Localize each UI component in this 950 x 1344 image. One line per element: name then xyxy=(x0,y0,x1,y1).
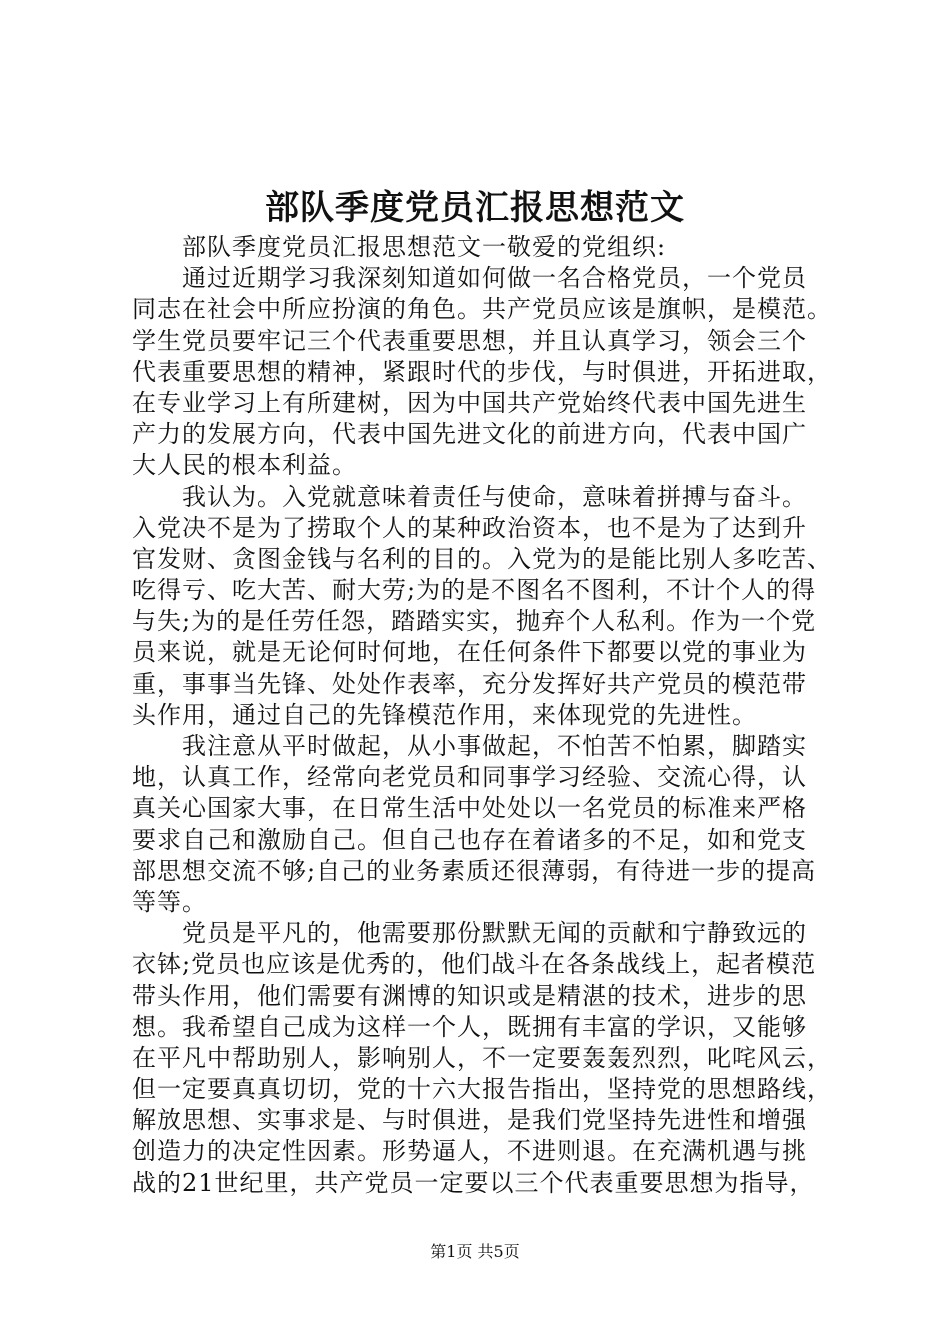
text-line: 重，事事当先锋、处处作表率，充分发挥好共产党员的模范带 xyxy=(132,669,807,698)
text-line: 官发财、贪图金钱与名利的目的。入党为的是能比别人多吃苦、 xyxy=(132,544,832,573)
text-line: 带头作用，他们需要有渊博的知识或是精湛的技术，进步的思 xyxy=(132,981,807,1010)
text-line: 在平凡中帮助别人，影响别人，不一定要轰轰烈烈，叱咤风云， xyxy=(132,1043,832,1072)
text-line: 地，认真工作，经常向老党员和同事学习经验、交流心得，认 xyxy=(132,763,807,792)
text-line: 要求自己和激励自己。但自己也存在着诸多的不足，如和党支 xyxy=(132,825,807,854)
document-title: 部队季度党员汇报思想范文 xyxy=(265,188,685,228)
text-line: 但一定要真真切切，党的十六大报告指出，坚持党的思想路线， xyxy=(132,1075,832,1104)
text-line: 代表重要思想的精神，紧跟时代的步伐，与时俱进，开拓进取， xyxy=(132,357,832,386)
text-line: 学生党员要牢记三个代表重要思想，并且认真学习，领会三个 xyxy=(132,326,807,355)
text-line: 员来说，就是无论何时何地，在任何条件下都要以党的事业为 xyxy=(132,638,807,667)
text-line: 头作用，通过自己的先锋模范作用，来体现党的先进性。 xyxy=(132,700,757,729)
text-line: 战的21世纪里，共产党员一定要以三个代表重要思想为指导， xyxy=(132,1168,815,1197)
text-line: 同志在社会中所应扮演的角色。共产党员应该是旗帜，是模范。 xyxy=(132,295,832,324)
text-line: 我注意从平时做起，从小事做起，不怕苦不怕累，脚踏实 xyxy=(182,732,807,760)
text-line: 吃得亏、吃大苦、耐大劳;为的是不图名不图利，不计个人的得 xyxy=(132,576,817,605)
text-line: 想。我希望自己成为这样一个人，既拥有丰富的学识，又能够 xyxy=(132,1012,807,1041)
text-line: 在专业学习上有所建树，因为中国共产党始终代表中国先进生 xyxy=(132,388,807,417)
text-line: 与失;为的是任劳任怨，踏踏实实，抛弃个人私利。作为一个党 xyxy=(132,607,817,636)
text-line: 大人民的根本利益。 xyxy=(132,451,357,480)
text-line: 等等。 xyxy=(132,887,207,916)
document-body xyxy=(132,232,832,1199)
text-line: 通过近期学习我深刻知道如何做一名合格党员，一个党员 xyxy=(182,264,807,293)
text-line: 部队季度党员汇报思想范文一敬爱的党组织: xyxy=(182,233,667,261)
text-line: 创造力的决定性因素。形势逼人，不进则退。在充满机遇与挑 xyxy=(132,1137,807,1166)
page-footer: 第1页 共5页 xyxy=(430,1242,520,1261)
text-line: 解放思想、实事求是、与时俱进，是我们党坚持先进性和增强 xyxy=(132,1106,807,1135)
text-line: 衣钵;党员也应该是优秀的，他们战斗在各条战线上，起者模范 xyxy=(132,950,817,979)
text-line: 我认为。入党就意味着责任与使命，意味着拼搏与奋斗。 xyxy=(182,482,807,511)
text-line: 产力的发展方向，代表中国先进文化的前进方向，代表中国广 xyxy=(132,420,807,449)
text-line: 入党决不是为了捞取个人的某种政治资本，也不是为了达到升 xyxy=(132,513,807,542)
text-line: 党员是平凡的，他需要那份默默无闻的贡献和宁静致远的 xyxy=(182,919,807,948)
text-line: 部思想交流不够;自己的业务素质还很薄弱，有待进一步的提高 xyxy=(132,856,817,885)
text-line: 真关心国家大事，在日常生活中处处以一名党员的标准来严格 xyxy=(132,794,807,823)
